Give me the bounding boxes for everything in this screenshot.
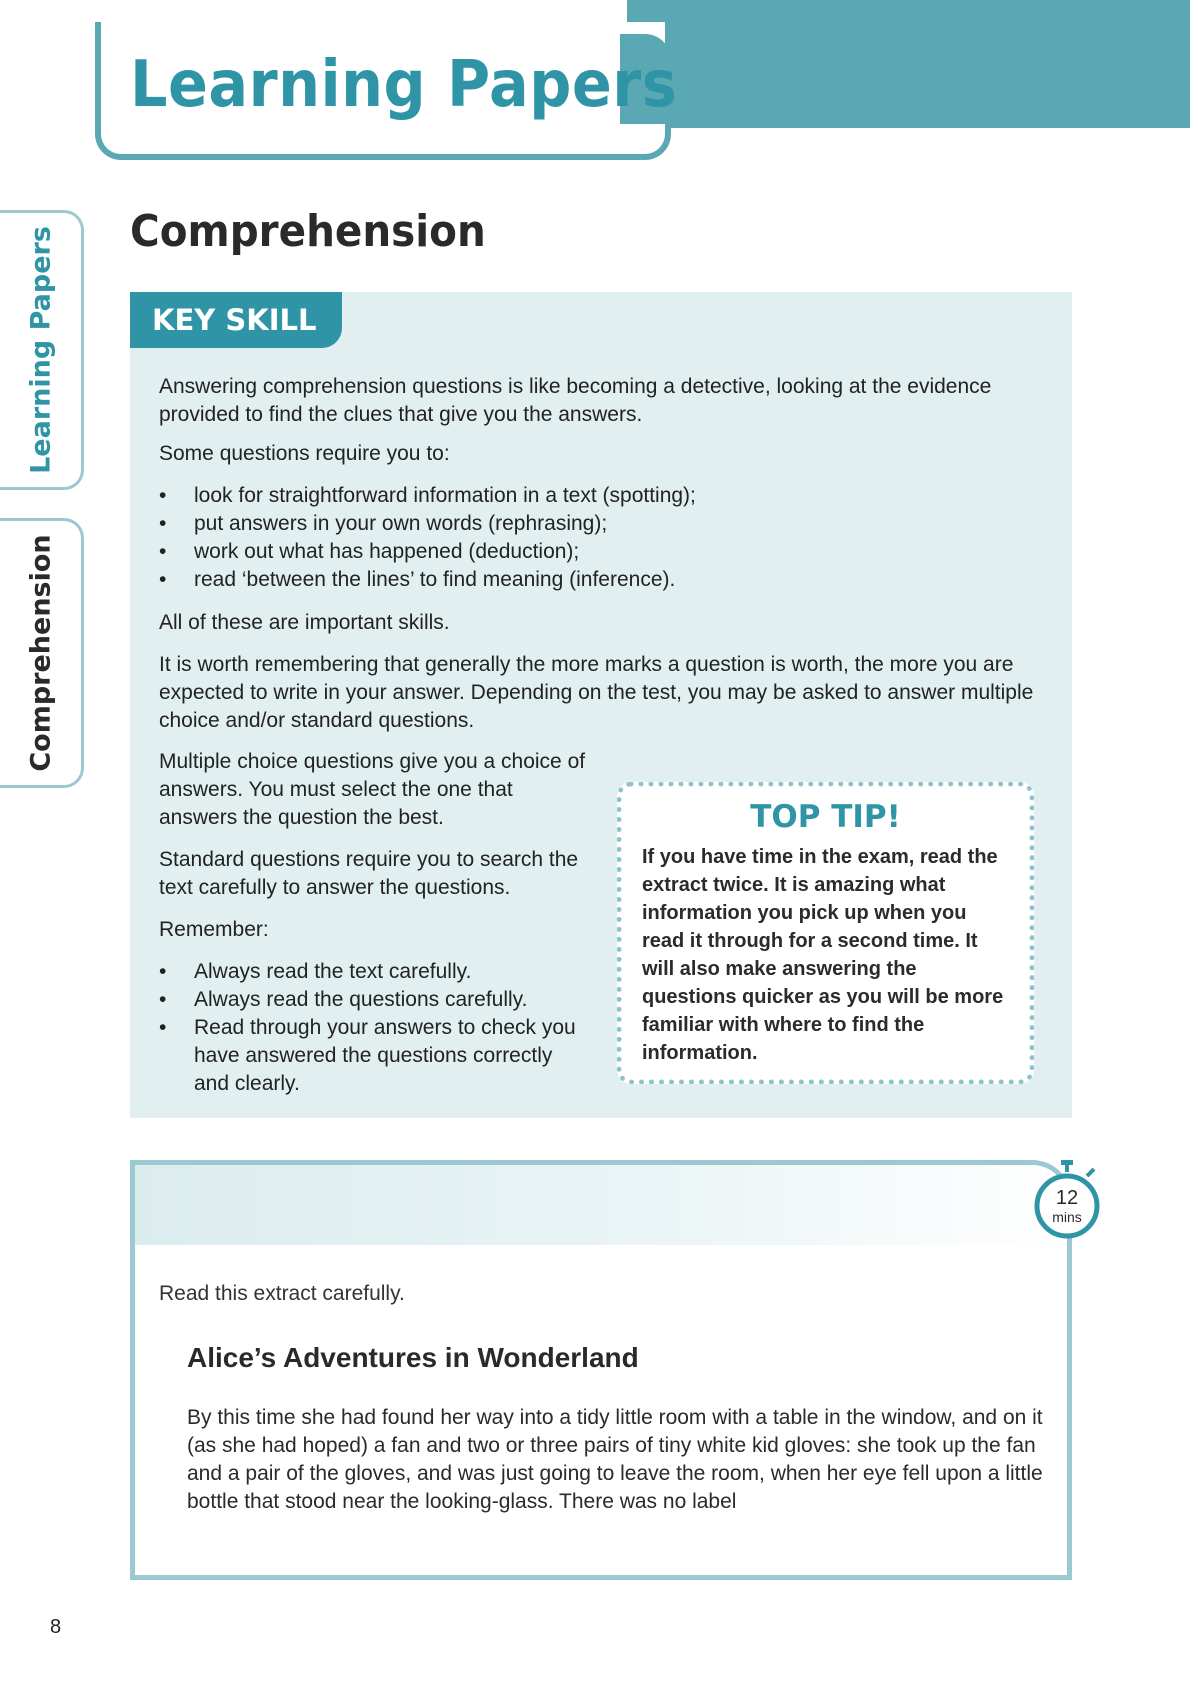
list-item: • put answers in your own words (rephrasing); — [159, 512, 608, 535]
key-skill-label: KEY SKILL — [130, 292, 342, 348]
side-tab-learning-papers-label: Learning Papers — [25, 226, 56, 474]
top-tip-box — [617, 782, 1034, 1084]
header-band — [627, 0, 1190, 128]
some-questions-text: Some questions require you to: — [159, 442, 450, 465]
extract-header-band — [135, 1165, 1067, 1245]
key-skill-intro: Answering comprehension questions is like becoming a detective, looking at the evidence provided to find the clues that give you the answers. — [159, 375, 992, 426]
side-tab-comprehension-label: Comprehension — [25, 534, 56, 772]
list-item: • Read through your answers to check you have answered the questions correctly and clearly. — [159, 1016, 576, 1095]
section-title: Comprehension — [130, 206, 486, 257]
list-item: • read ‘between the lines’ to find meaning (inference). — [159, 568, 676, 591]
side-tab-comprehension[interactable] — [0, 518, 84, 788]
page-title: Learning Papers — [130, 48, 678, 122]
standard-questions-text: Standard questions require you to search the text carefully to answer the questions. — [159, 848, 579, 899]
reminders-list — [159, 958, 579, 1098]
skills-list — [159, 482, 1039, 594]
list-item: • Always read the questions carefully. — [159, 988, 528, 1011]
extract-instruction: Read this extract carefully. — [159, 1282, 405, 1305]
timer-value: 12 — [1055, 1187, 1079, 1209]
marks-note: It is worth remembering that generally the more marks a question is worth, the more you are expected to write in your answer. Depending on the test, you may be asked to answer multiple choice and/or standard questions. — [159, 653, 1034, 732]
timer-badge — [1032, 1158, 1102, 1242]
list-item: • work out what has happened (deduction); — [159, 540, 580, 563]
extract-text: By this time she had found her way into a tidy little room with a table in the window, and on it (as she had hoped) a fan and two or three pairs of tiny white kid gloves: she took up the fan and a pair of the gloves, and was just going to leave the room, when her eye fell upon a little bottle that stood near the looking-glass. There was no label — [187, 1406, 1043, 1513]
top-tip-text: If you have time in the exam, read the extract twice. It is amazing what information you pick up when you read it through for a second time. It will also make answering the questions quicker as you will be more familiar with where to find the information. — [642, 846, 1004, 1064]
remember-text: Remember: — [159, 918, 269, 941]
extract-title: Alice’s Adventures in Wonderland — [187, 1342, 639, 1373]
timer-unit: mins — [1052, 1209, 1082, 1225]
top-tip-title: TOP TIP! — [750, 799, 901, 835]
list-item: • look for straightforward information in a text (spotting); — [159, 484, 696, 507]
list-item: • Always read the text carefully. — [159, 960, 472, 983]
side-tab-learning-papers[interactable] — [0, 210, 84, 490]
multiple-choice-text: Multiple choice questions give you a choice of answers. You must select the one that answers the question the best. — [159, 750, 586, 829]
page-number: 8 — [50, 1616, 62, 1638]
all-important-text: All of these are important skills. — [159, 611, 450, 634]
